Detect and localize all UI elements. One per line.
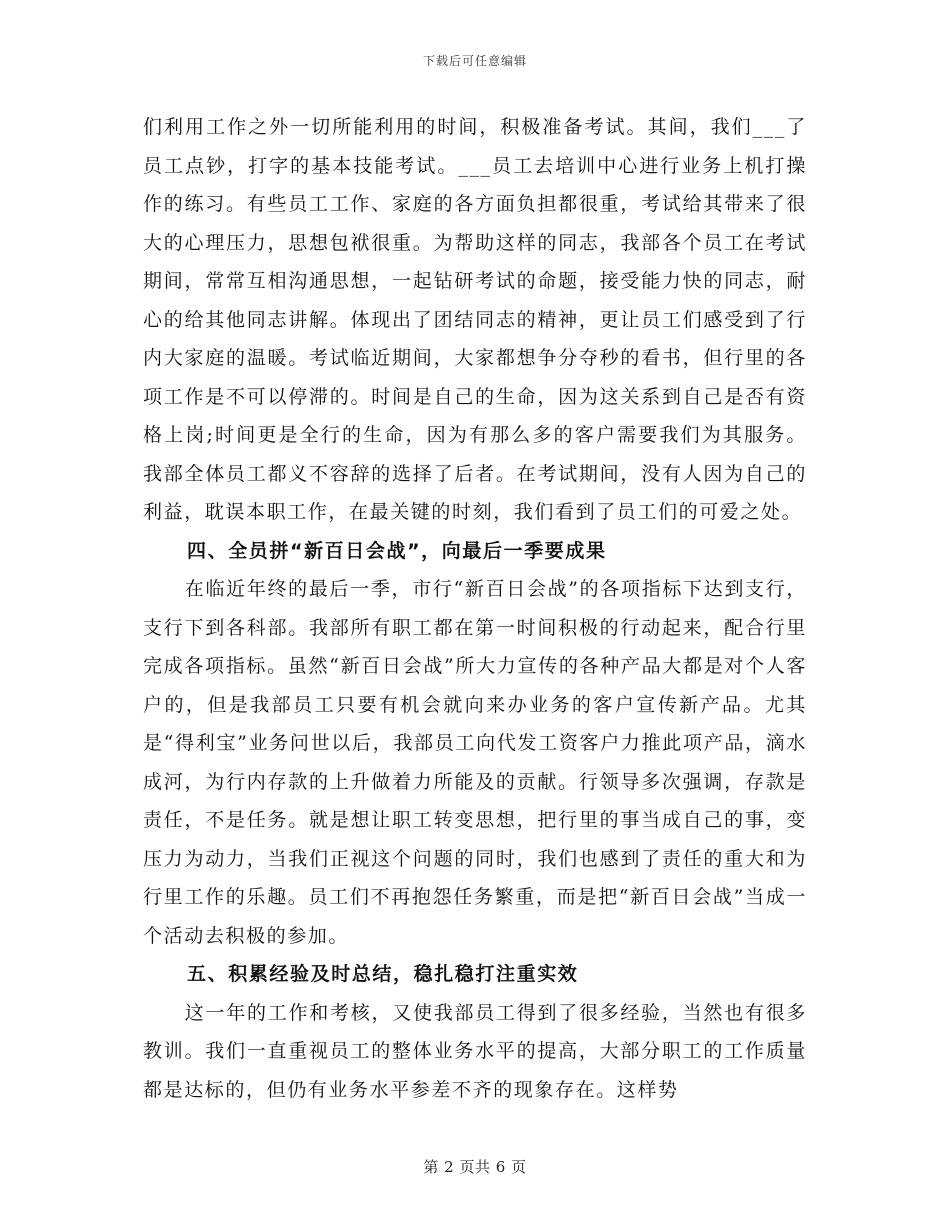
body-paragraph-2: 在临近年终的最后一季，市行“新百日会战”的各项指标下达到支行，支行下到各科部。我部所有职工都在第一时间积极的行动起来，配合行里完成各项指标。虽然“新百日会战”所大力宣传的各种产品大都是对个人客户的，但是我部员工只要有机会就向来办业务的客户宣传新产品。尤其是“得利宝”业务问世以后，我部员工向代发工资客户力推此项产品，滴水成河，为行内存款的上升做着力所能及的贡献。行领导多次强调，存款是责任，不是任务。就是想让职工转变思想，把行里的事当成自己的事，变压力为动力，当我们正视这个问题的同时，我们也感到了责任的重大和为行里工作的乐趣。员工们不再抱怨任务繁重，而是把“新百日会战”当成一个活动去积极的参加。 <box>143 578 807 947</box>
section-heading-4: 四、全员拼“新百日会战”，向最后一季要成果 <box>187 539 607 562</box>
body-paragraph-1: 们利用工作之外一切所能利用的时间，积极准备考试。其间，我们___了员工点钞，打字的基本技能考试。___员工去培训中心进行业务上机打操作的练习。有些员工工作、家庭的各方面负担都很重，考试给其带来了很大的心理压力，思想包袱很重。为帮助这样的同志，我部各个员工在考试期间，常常互相沟通思想，一起钻研考试的命题，接受能力快的同志，耐心的给其他同志讲解。体现出了团结同志的精神，更让员工们感受到了行内大家庭的温暖。考试临近期间，大家都想争分夺秒的看书，但行里的各项工作是不可以停滞的。时间是自己的生命，因为这关系到自己是否有资格上岗;时间更是全行的生命，因为有那么多的客户需要我们为其服务。我部全体员工都义不容辞的选择了后者。在考试期间，没有人因为自己的利益，耽误本职工作，在最关键的时刻，我们看到了员工们的可爱之处。 <box>143 116 807 523</box>
body-paragraph-3: 这一年的工作和考核，又使我部员工得到了很多经验，当然也有很多教训。我们一直重视员工的整体业务水平的提高，大部分职工的工作质量都是达标的，但仍有业务水平参差不齐的现象存在。这样势 <box>143 1001 807 1101</box>
section-heading-5: 五、积累经验及时总结，稳扎稳打注重实效 <box>187 963 579 985</box>
document-body <box>143 108 807 1109</box>
page-number: 第 2 页共 6 页 <box>423 1158 527 1176</box>
header-note: 下载后可任意编辑 <box>422 54 527 68</box>
